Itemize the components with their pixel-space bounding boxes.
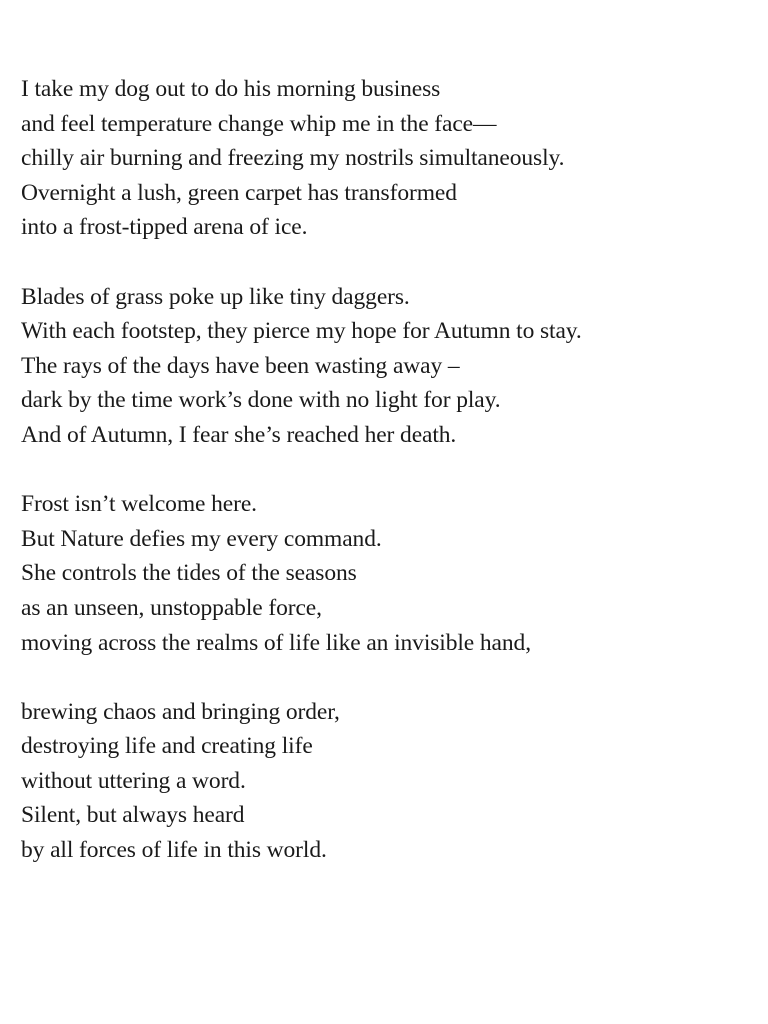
poem-line: Silent, but always heard bbox=[21, 802, 245, 829]
poem-line: into a frost-tipped arena of ice. bbox=[21, 214, 308, 241]
poem-line: destroying life and creating life bbox=[21, 733, 313, 760]
poem-line: by all forces of life in this world. bbox=[21, 837, 327, 864]
poem-line: Blades of grass poke up like tiny daggers. bbox=[21, 283, 410, 310]
stanza-1 bbox=[21, 72, 761, 245]
poem-line: I take my dog out to do his morning business bbox=[21, 76, 441, 102]
poem-line: The rays of the days have been wasting away – bbox=[21, 352, 460, 379]
poem-line: And of Autumn, I fear she’s reached her death. bbox=[21, 421, 457, 448]
poem-line: Overnight a lush, green carpet has transformed bbox=[21, 179, 457, 206]
poem-line: brewing chaos and bringing order, bbox=[21, 698, 340, 725]
poem-line: chilly air burning and freezing my nostrils simultaneously. bbox=[21, 145, 565, 172]
poem-line: She controls the tides of the seasons bbox=[21, 560, 357, 587]
poem-line: and feel temperature change whip me in the face— bbox=[21, 110, 497, 137]
poem-body bbox=[21, 72, 761, 868]
poem-line: Frost isn’t welcome here. bbox=[21, 491, 257, 518]
poem-line: without uttering a word. bbox=[21, 767, 246, 794]
poem-line: dark by the time work’s done with no light for play. bbox=[21, 387, 501, 414]
stanza-4 bbox=[21, 695, 761, 868]
poem-line: With each footstep, they pierce my hope for Autumn to stay. bbox=[21, 318, 582, 345]
poem-line: But Nature defies my every command. bbox=[21, 525, 382, 552]
poem-line: as an unseen, unstoppable force, bbox=[21, 594, 322, 621]
stanza-2 bbox=[21, 280, 761, 453]
stanza-3 bbox=[21, 487, 761, 660]
poem-line: moving across the realms of life like an invisible hand, bbox=[21, 629, 531, 656]
